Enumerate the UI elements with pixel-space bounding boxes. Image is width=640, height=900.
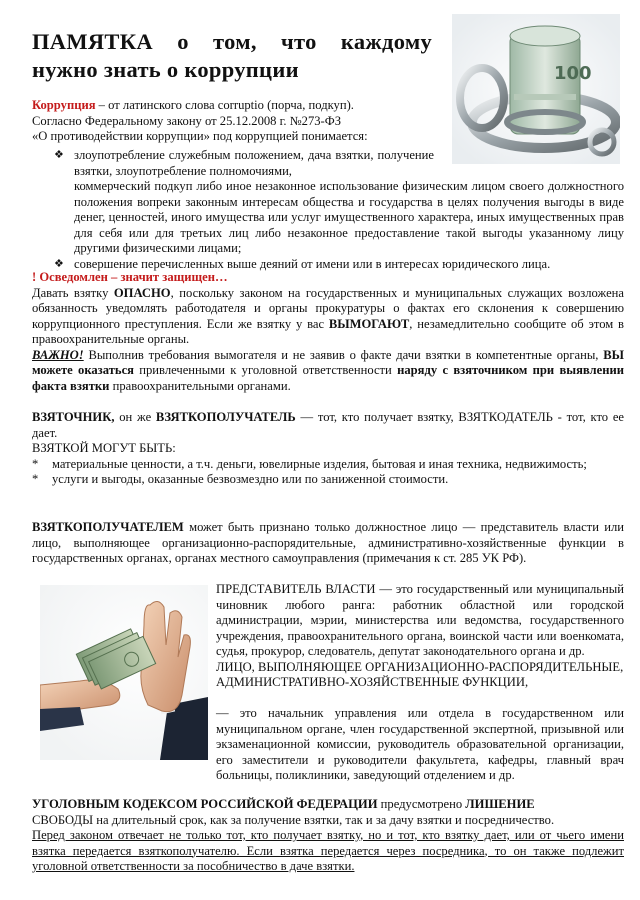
- official-section: [32, 520, 624, 567]
- bullet-item: ❖ злоупотребление служебным положением, дача взятки, получение взятки, злоупотребление полномочиями,: [54, 148, 434, 178]
- official-lead: ВЗЯТКОПОЛУЧАТЕЛЕМ: [32, 520, 184, 534]
- official-text: может быть признано только должностное лицо — представитель власти или лицо, выполняющее организационно-распорядительные, административно-хозяйственные функции в государственных органах, органах местного самоуправления (примечания к ст. 285 УК РФ).: [32, 520, 624, 565]
- definitions-section: [32, 410, 624, 488]
- bribe-item: * услуги и выгоды, оказанные безвозмездно или по заниженной стоимости.: [32, 472, 449, 486]
- warning-section: [32, 270, 624, 394]
- bullet-item: ❖ совершение перечисленных выше деяний от имени или в интересах юридического лица.: [54, 256, 551, 271]
- functions-title: ЛИЦО, ВЫПОЛНЯЮЩЕЕ ОРГАНИЗАЦИОННО-РАСПОРЯДИТЕЛЬНЫЕ, АДМИНИСТРАТИВНО-ХОЗЯЙСТВЕННЫЕ ФУНКЦИИ,: [216, 659, 624, 689]
- title-line-1: ПАМЯТКА о том, что каждому: [32, 29, 432, 54]
- law-name: «О противодействии коррупции» под коррупцией понимается:: [32, 129, 368, 143]
- law-reference: Согласно Федеральному закону от 25.12.2008 г. №273-ФЗ: [32, 113, 342, 128]
- svg-text:100: 100: [554, 63, 592, 84]
- warning-paragraph: Давать взятку ОПАСНО, поскольку законом на государственных и муниципальных служащих возложена обязанность уведомлять работодателя и органы прокуратуры о фактах его склонения к совершению коррупционного преступления. Если же взятку у вас ВЫМОГАЮТ, незамедлительно сообщите об этом в правоохранительные органы.: [32, 285, 624, 346]
- corruption-etymology: – от латинского слова corruptio (порча, подкуп).: [95, 98, 354, 112]
- important-label: ВАЖНО!: [32, 347, 84, 362]
- bribe-can-be-heading: ВЗЯТКОЙ МОГУТ БЫТЬ:: [32, 441, 176, 455]
- bullet-diamond-icon: ❖: [54, 257, 64, 270]
- bullet-diamond-icon: ❖: [54, 149, 64, 161]
- corruption-term: Коррупция: [32, 98, 96, 112]
- authority-definition: ПРЕДСТАВИТЕЛЬ ВЛАСТИ — это государственный или муниципальный чиновник любого ранга: работник областной или городской администрации, мэрии, министерства или ведомства, государственного учреждения, правоохранительного органа, воинской части или военкомата, судья, прокурор, следователь, депутат законодательного органа и др.: [216, 582, 624, 658]
- authority-section: [216, 582, 624, 691]
- warning-heading: ! Осведомлен – значит защищен…: [32, 270, 228, 284]
- criminal-section: [32, 797, 624, 875]
- bribe-definition: ВЗЯТОЧНИК, он же ВЗЯТКОПОЛУЧАТЕЛЬ — тот, кто получает взятку, ВЗЯТКОДАТЕЛЬ - тот, кто ее дает.: [32, 410, 625, 440]
- bribe-item: * материальные ценности, а т.ч. деньги, ювелирные изделия, бытовая и иная техника, недвижимость;: [32, 456, 587, 471]
- refusing-bribe-image: [40, 585, 208, 760]
- important-paragraph: ВАЖНО! Выполнив требования вымогателя и не заявив о факте дачи взятки в компетентные органы, ВЫ можете оказаться привлеченными к уголовной ответственности наряду с взяточником при выявлении факта взятки правоохранительными органами.: [32, 347, 624, 393]
- criminal-liability: УГОЛОВНЫМ КОДЕКСОМ РОССИЙСКОЙ ФЕДЕРАЦИИ предусмотрено ЛИШЕНИЕ СВОБОДЫ на длительный срок, как за получение взятки, так и за дачу взятки и посредничество.: [32, 797, 555, 827]
- corruption-bullets: [32, 148, 624, 272]
- title-line-2: нужно знать о коррупции: [32, 57, 299, 82]
- intro-section: [32, 98, 624, 145]
- functions-text-top: — это начальник управления или отдела в государственном или муниципальном органе, член государственной экспертной, призывной или экзаменационной комиссии, руководитель образовательной организации, его заместители и руководители факультета, кафедры, главный врач больницы, поликлиники, заведующий отделением и др.: [216, 706, 624, 782]
- page-title: [32, 28, 432, 84]
- liability-note: Перед законом отвечает не только тот, кто получает взятку, но и тот, кто взятку дает, или от чьего имени взятка передается взяткополучателю. Если взятка передается через посредника, то он также подлежит уголовной ответственности за пособничество в даче взятки.: [32, 828, 624, 873]
- bullet-item: коммерческий подкуп либо иное незаконное использование физическим лицом своего должностного положения вопреки законным интересам общества и государства в целях получения выгоды в виде денег, ценностей, иного имущества или услуг имущественного характера, иных имущественных прав для себя или для третьих лиц либо незаконное предоставление такой выгоды указанному лицу другими физическими лицами;: [74, 179, 624, 255]
